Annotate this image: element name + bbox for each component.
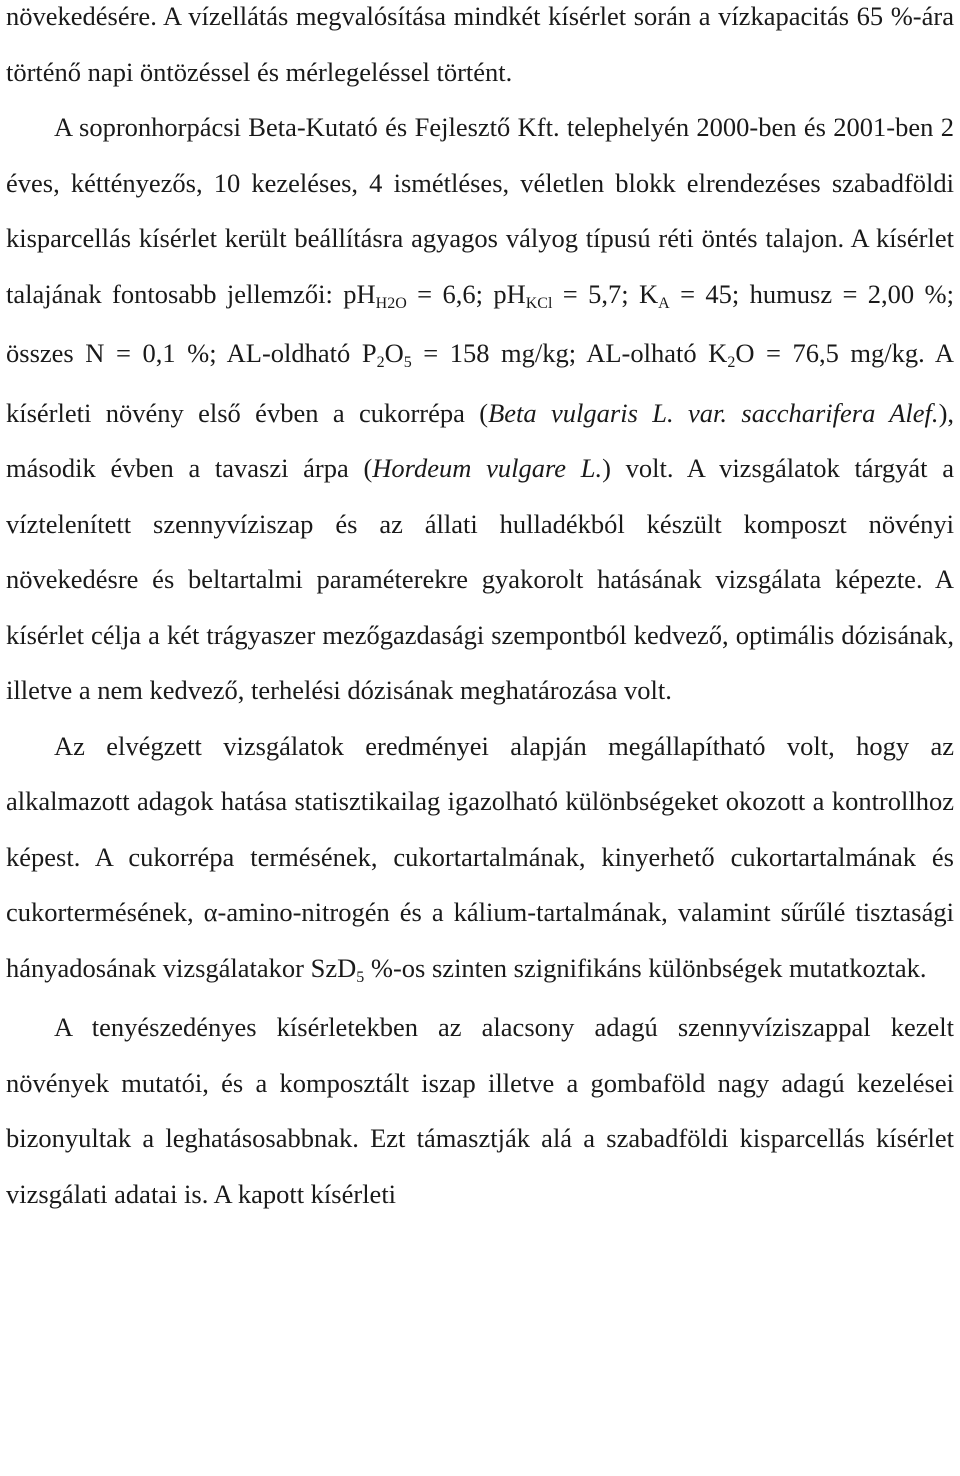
paragraph-conclusions [6, 1000, 954, 1222]
text-water-supply: növekedésére. A vízellátás megvalósítása mindkét kísérlet során a vízkapacitás 65 %-ára történő napi öntözéssel és mérlegeléssel történt. [6, 1, 954, 87]
text-conclusions: A tenyészedényes kísérletekben az alacsony adagú szennyvíziszappal kezelt növények mutatói, és a komposztált iszap illetve a gombaföld nagy adagú kezelései bizonyultak a leghatásosabbnak. Ezt támasztják alá a szabadföldi kisparcellás kísérlet vizsgálati adatai is. A kapott kísérleti [6, 1012, 954, 1209]
paragraph-results [6, 719, 954, 1001]
text-o: O [384, 338, 404, 368]
subscript-p2: 2 [376, 354, 385, 371]
subscript-kcl: KCl [525, 294, 553, 312]
subscript-h2o: H2O [375, 294, 407, 312]
text-ka-value: = 5,7; K [552, 278, 659, 309]
paragraph-methods [6, 0, 954, 719]
text-field-experiment: A sopronhorpácsi Beta-Kutató és Fejlesztő Kft. telephelyén 2000-ben és 2001-ben 2 éves, kéttényezős, 10 kezeléses, 4 ismétléses, véletlen blokk elrendezéses szabadföldi kisparcellás kísérlet került beállításra agyagos vályog típusú réti öntés talajon. A kísérlet talajának fontosabb jellemzői: pH [6, 112, 954, 309]
text-crop-year2: ), második évben a tavaszi árpa ( [6, 397, 955, 483]
text-humus: = 45; humusz = 2,00 %; összes N = 0,1 %; AL-oldható P [6, 278, 954, 368]
subscript-szd5: 5 [356, 968, 365, 986]
text-crop-year1: O = 76,5 mg/kg. A kísérleti növény első évben a cukorrépa ( [6, 338, 954, 428]
text-k2o: = 158 mg/kg; AL-olható K [411, 338, 728, 368]
document-page [6, 0, 954, 1222]
subscript-a: A [658, 294, 670, 312]
species-beta-vulgaris: Beta vulgaris L. var. saccharifera Alef. [488, 397, 939, 428]
text-results: Az elvégzett vizsgálatok eredményei alapján megállapítható volt, hogy az alkalmazott adagok hatása statisztikailag igazolható különbségeket okozott a kontrollhoz képest. A cukorrépa termésének, cukortartalmának, kinyerhető cukortartalmának és cukortermésének, α-amino-nitrogén és a kálium-tartalmának, valamint sűrűlé tisztasági hányadosának vizsgálatakor SzD [6, 730, 954, 983]
text-aims: ) volt. A vizsgálatok tárgyát a víztelenített szennyvíziszap és az állati hulladékból készült komposzt növényi növekedésre és beltartalmi paraméterekre gyakorolt hatásának vizsgálata képezte. A kísérlet célja a két trágyaszer mezőgazdasági szempontból kedvező, optimális dózisának, illetve a nem kedvező, terhelési dózisának meghatározása volt. [6, 453, 954, 705]
subscript-o5: 5 [403, 354, 412, 371]
species-hordeum-vulgare: Hordeum vulgare L. [372, 453, 603, 483]
text-results-end: %-os szinten szignifikáns különbségek mutatkoztak. [364, 952, 927, 983]
subscript-k2: 2 [727, 354, 736, 371]
text-ph-value: = 6,6; pH [406, 278, 526, 309]
